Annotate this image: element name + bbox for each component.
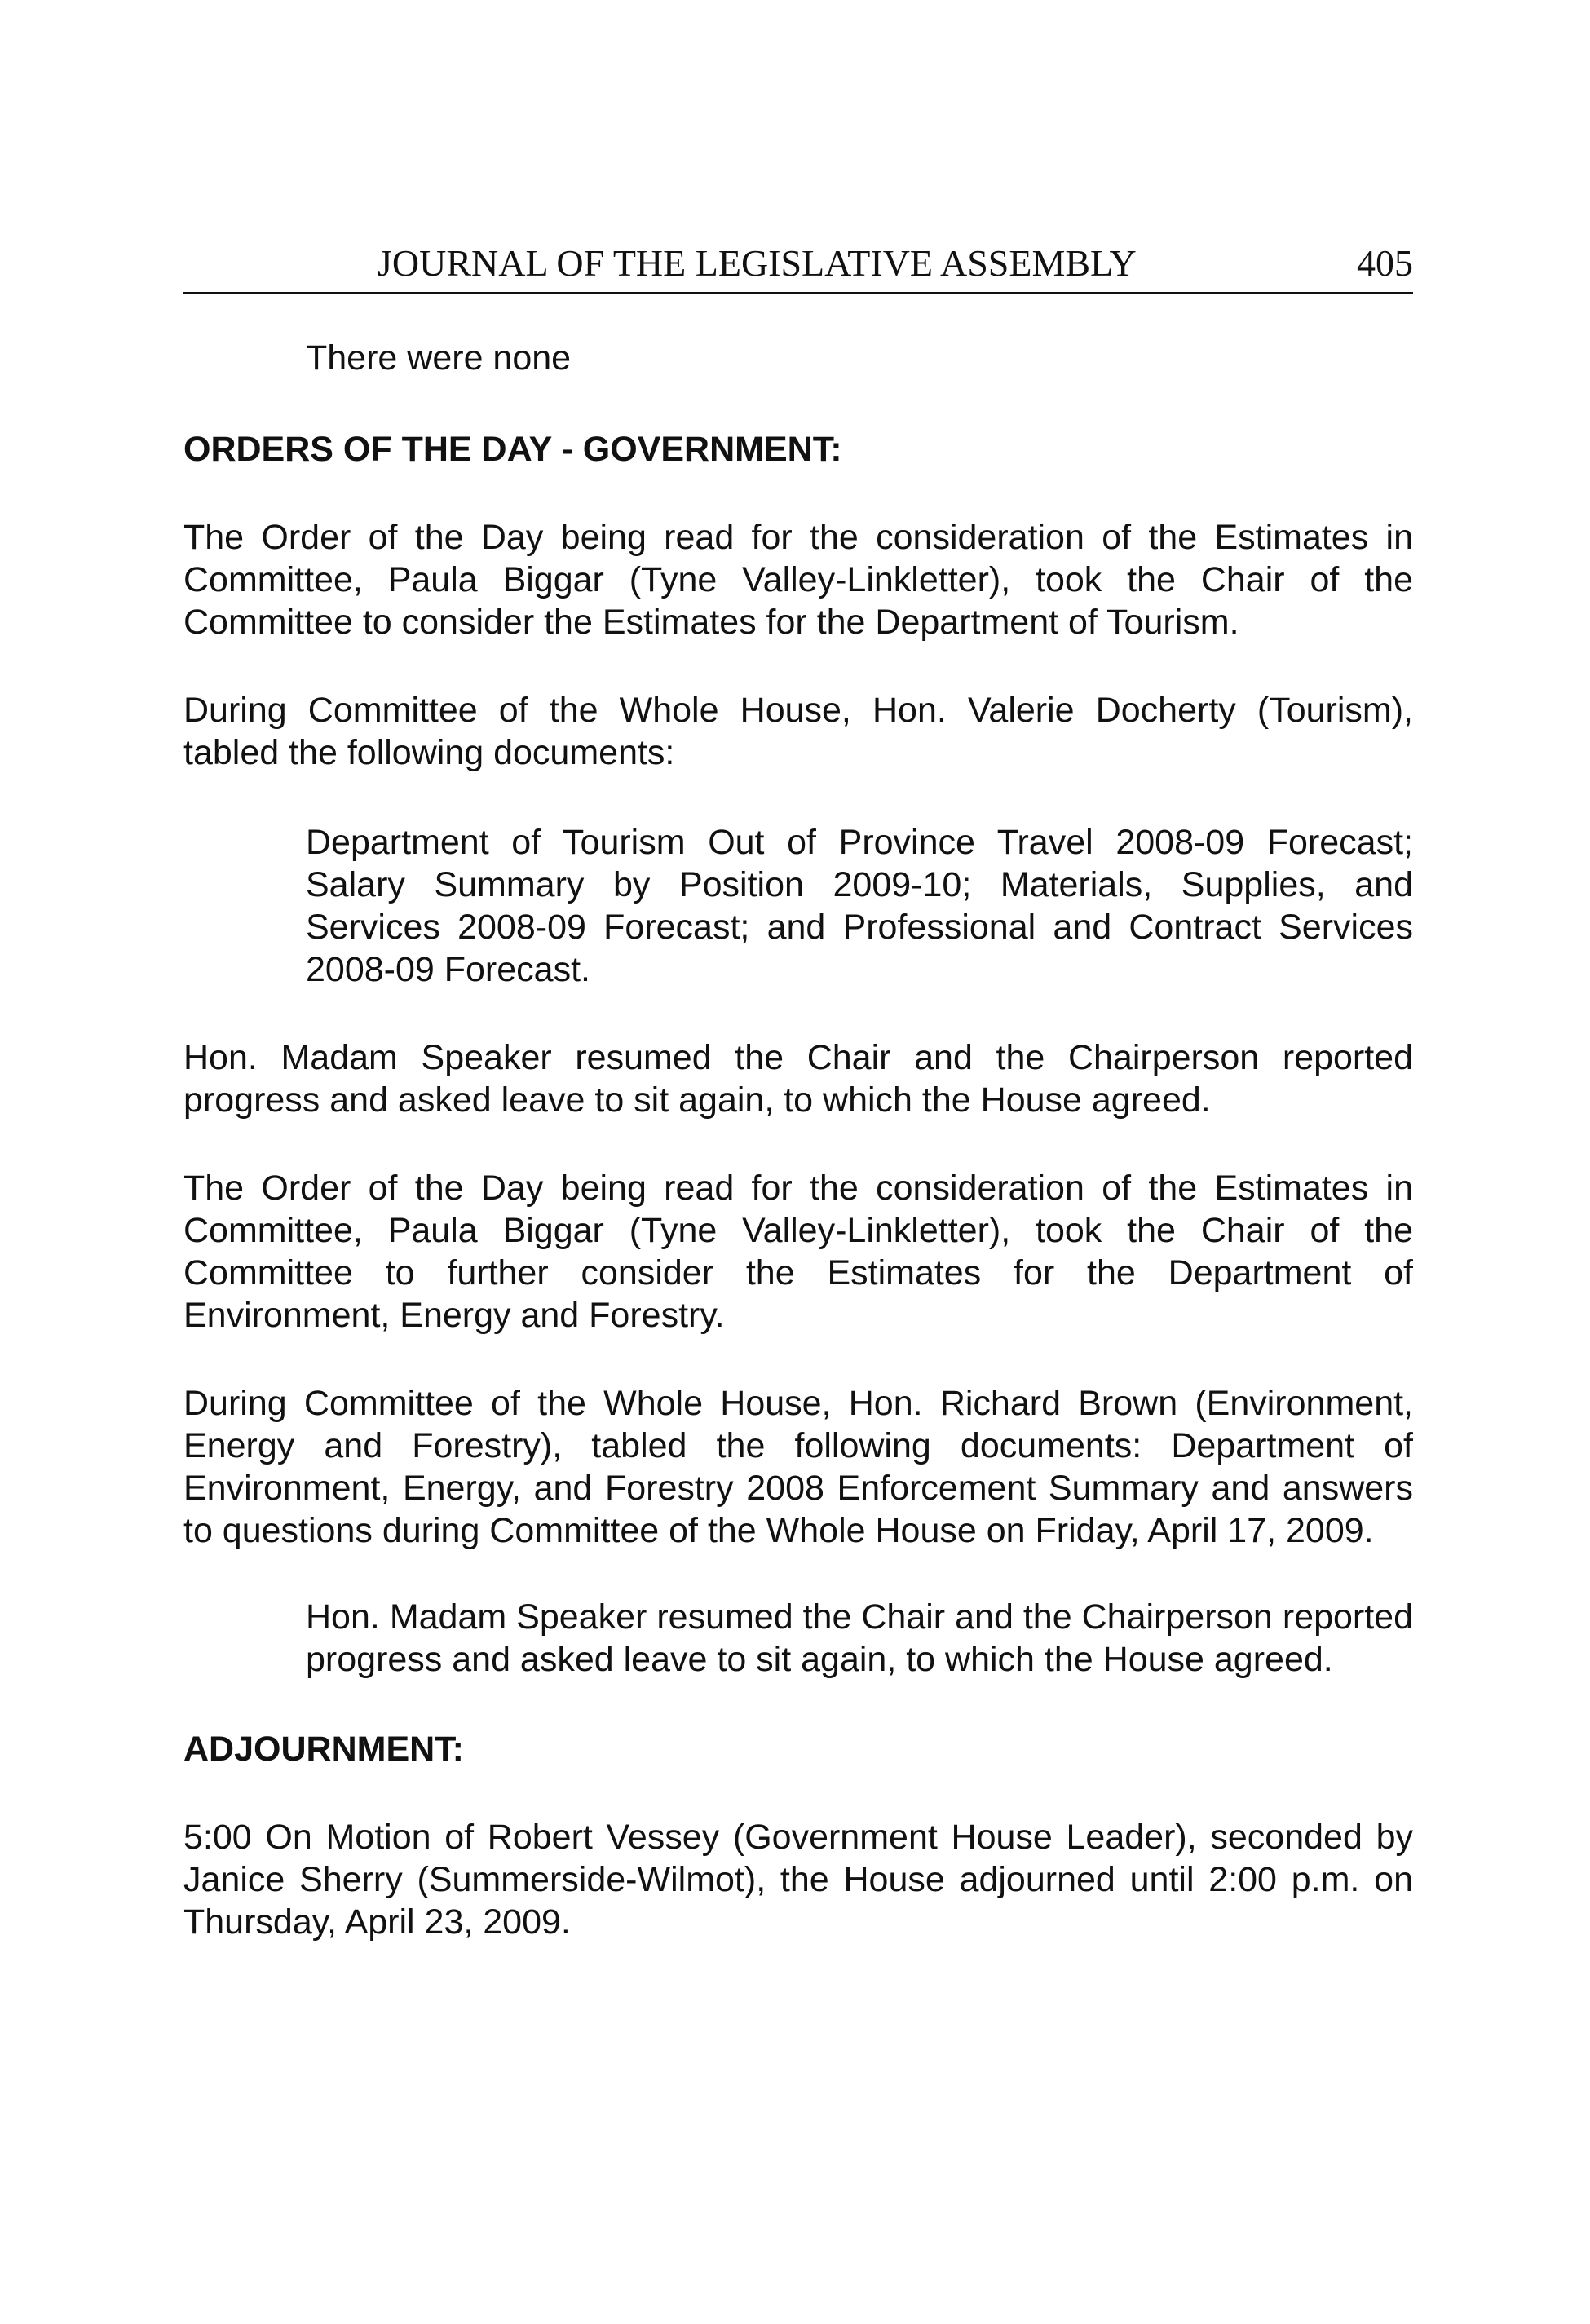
orders-of-the-day-heading: ORDERS OF THE DAY - GOVERNMENT: xyxy=(183,430,842,469)
order-of-day-paragraph-environment: The Order of the Day being read for the consideration of the Estimates in Committee, Paula Biggar (Tyne Valley-Linkletter), took the Chair of the Committee to further consider the Estimates for the Department of Environment, Energy and Forestry. xyxy=(183,1169,1413,1335)
journal-page xyxy=(183,241,1413,1943)
adjournment-heading: ADJOURNMENT: xyxy=(183,1730,464,1769)
committee-tabling-paragraph-tourism: During Committee of the Whole House, Hon. Valerie Docherty (Tourism), tabled the following documents: xyxy=(183,691,1413,772)
page-number: 405 xyxy=(1357,242,1413,284)
journal-title: JOURNAL OF THE LEGISLATIVE ASSEMBLY xyxy=(378,242,1137,284)
page-header xyxy=(183,241,1413,294)
speaker-resumed-paragraph-indented: Hon. Madam Speaker resumed the Chair and the Chairperson reported progress and asked leave to sit again, to which the House agreed. xyxy=(306,1597,1413,1679)
adjournment-paragraph: 5:00 On Motion of Robert Vessey (Government House Leader), seconded by Janice Sherry (Summerside-Wilmot), the House adjourned until 2:00 p.m. on Thursday, April 23, 2009. xyxy=(183,1818,1413,1942)
journal-body xyxy=(183,337,1413,1943)
order-of-day-paragraph-tourism: The Order of the Day being read for the consideration of the Estimates in Committee, Paula Biggar (Tyne Valley-Linkletter), took the Chair of the Committee to consider the Estimates for the Department of Tourism. xyxy=(183,518,1413,642)
tabled-documents-list: Department of Tourism Out of Province Travel 2008-09 Forecast; Salary Summary by Position 2009-10; Materials, Supplies, and Services 2008-09 Forecast; and Professional and Contract Services 2008-09 Forecast. xyxy=(306,823,1413,989)
committee-tabling-paragraph-environment: During Committee of the Whole House, Hon. Richard Brown (Environment, Energy and Forestry), tabled the following documents: Department of Environment, Energy, and Forestry 2008 Enforcement Summary and answers to questions during Committee of the Whole House on Friday, April 17, 2009. xyxy=(183,1384,1413,1550)
speaker-resumed-paragraph: Hon. Madam Speaker resumed the Chair and the Chairperson reported progress and asked leave to sit again, to which the House agreed. xyxy=(183,1038,1413,1120)
none-statement: There were none xyxy=(306,338,572,378)
